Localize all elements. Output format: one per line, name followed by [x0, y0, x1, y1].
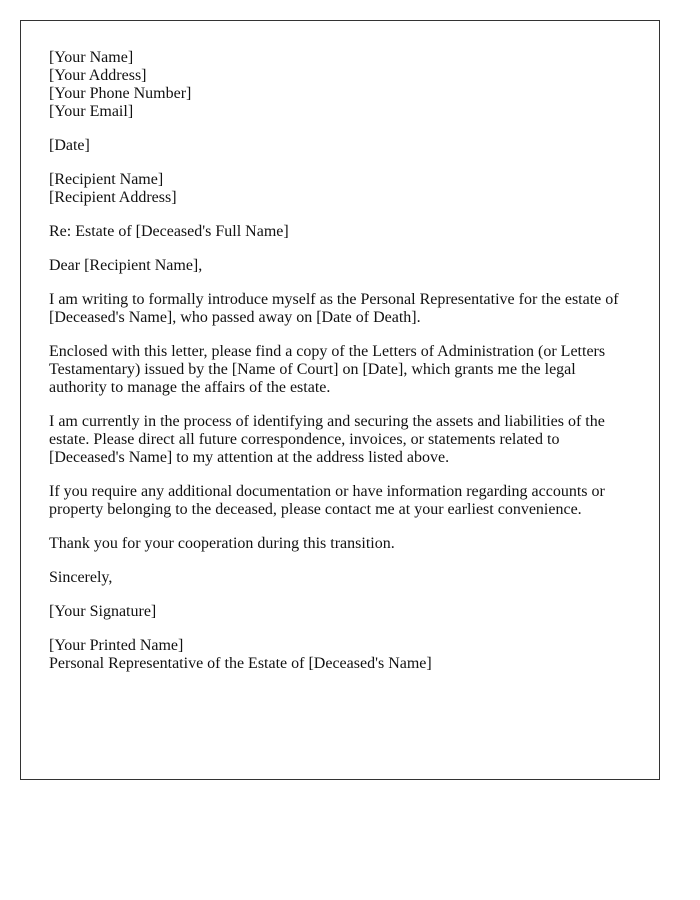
body-paragraph-documentation: [49, 483, 639, 519]
paragraph-line: I am writing to formally introduce myself as the Personal Representative for the estate of: [49, 291, 619, 308]
letter-page: [20, 20, 660, 780]
salutation: Dear [Recipient Name],: [49, 257, 203, 274]
paragraph-line: I am currently in the process of identifying and securing the assets and liabilities of the: [49, 413, 605, 430]
sender-address: [Your Address]: [49, 67, 147, 84]
paragraph-line: property belonging to the deceased, please contact me at your earliest convenience.: [49, 501, 582, 518]
representative-title: Personal Representative of the Estate of [Deceased's Name]: [49, 655, 432, 672]
subject-block: [49, 223, 639, 241]
signature-block: [49, 603, 639, 621]
date-block: [49, 137, 639, 155]
recipient-block: [49, 171, 639, 207]
body-paragraph-correspondence: [49, 413, 639, 467]
salutation-block: [49, 257, 639, 275]
closing: Sincerely,: [49, 569, 113, 586]
paragraph-line: Enclosed with this letter, please find a copy of the Letters of Administration (or Letters: [49, 343, 606, 360]
printed-name-block: [49, 637, 639, 673]
paragraph-line: Thank you for your cooperation during this transition.: [49, 535, 395, 552]
recipient-name: [Recipient Name]: [49, 171, 164, 188]
sender-phone: [Your Phone Number]: [49, 85, 192, 102]
printed-name: [Your Printed Name]: [49, 637, 184, 654]
closing-block: [49, 569, 639, 587]
paragraph-line: If you require any additional documentation or have information regarding accounts or: [49, 483, 605, 500]
sender-email: [Your Email]: [49, 103, 134, 120]
paragraph-line: [Deceased's Name], who passed away on [Date of Death].: [49, 309, 421, 326]
letter-date: [Date]: [49, 137, 90, 154]
sender-block: [49, 49, 639, 121]
subject-line: Re: Estate of [Deceased's Full Name]: [49, 223, 289, 240]
paragraph-line: authority to manage the affairs of the estate.: [49, 379, 331, 396]
paragraph-line: Testamentary) issued by the [Name of Court] on [Date], which grants me the legal: [49, 361, 576, 378]
body-paragraph-enclosure: [49, 343, 639, 397]
paragraph-line: estate. Please direct all future correspondence, invoices, or statements related to: [49, 431, 560, 448]
recipient-address: [Recipient Address]: [49, 189, 177, 206]
body-paragraph-thanks: [49, 535, 639, 553]
sender-name: [Your Name]: [49, 49, 134, 66]
paragraph-line: [Deceased's Name] to my attention at the address listed above.: [49, 449, 450, 466]
body-paragraph-introduction: [49, 291, 639, 327]
signature-placeholder: [Your Signature]: [49, 603, 157, 620]
letter-content: [49, 49, 639, 689]
